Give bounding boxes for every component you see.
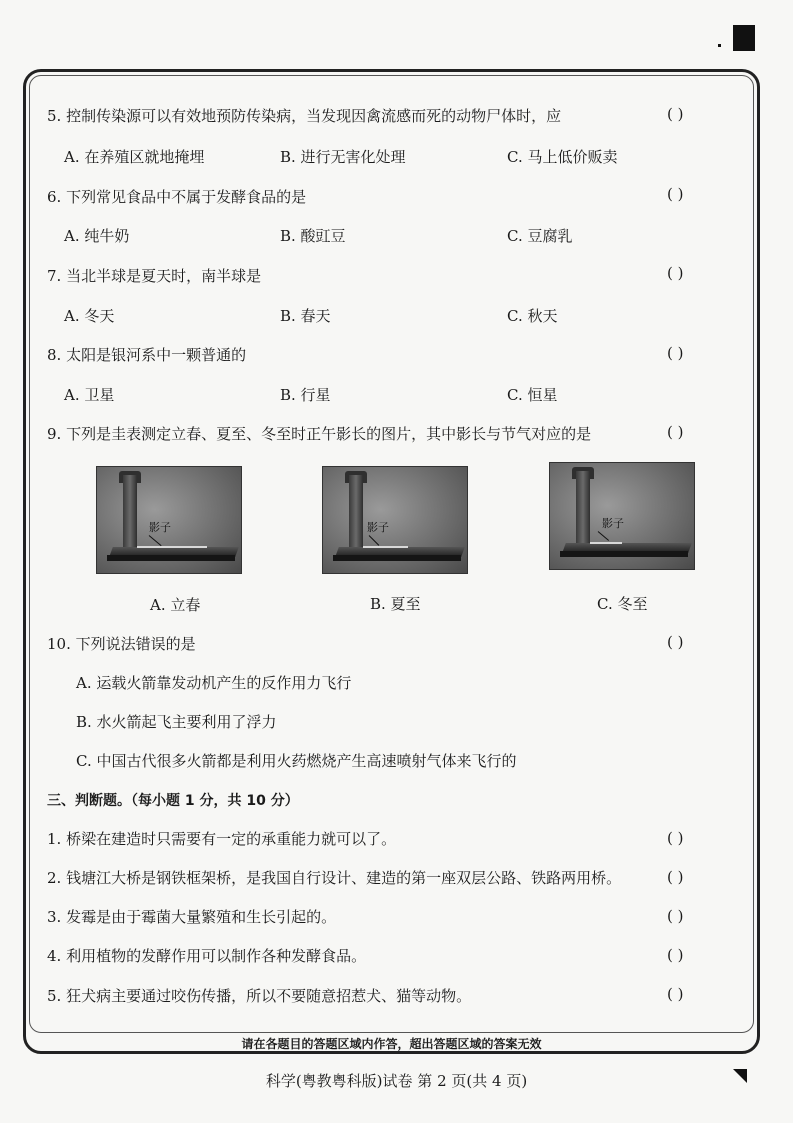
answer-area-notice: 请在各题目的答题区域内作答，超出答题区域的答案无效 — [241, 1037, 542, 1051]
gnomon-photo-c — [549, 462, 695, 570]
judge-item-4-answer-paren[interactable]: ( ) — [667, 946, 684, 964]
shadow-mark-b — [363, 546, 408, 548]
judge-item-3: 3. 发霉是由于霉菌大量繁殖和生长引起的。 — [47, 908, 337, 926]
question-8-option-b: B. 行星 — [280, 386, 331, 404]
question-5-option-b: B. 进行无害化处理 — [280, 148, 406, 166]
shadow-mark-c — [590, 542, 622, 544]
question-10-answer-paren[interactable]: ( ) — [667, 633, 684, 651]
corner-mark-bottom-right — [733, 1069, 747, 1083]
question-10-option-a: A. 运载火箭靠发动机产生的反作用力飞行 — [76, 674, 352, 692]
page-footer: 科学(粤教粤科版)试卷 第 2 页(共 4 页) — [265, 1072, 528, 1090]
section-3-title: 三、判断题。（每小题 1 分，共 10 分） — [47, 793, 299, 809]
question-8-option-c: C. 恒星 — [507, 386, 558, 404]
shadow-label-c: 影子 — [602, 517, 624, 530]
question-9-option-b: B. 夏至 — [370, 595, 421, 613]
judge-item-1-answer-paren[interactable]: ( ) — [667, 829, 684, 847]
question-8-stem: 8. 太阳是银河系中一颗普通的 — [47, 346, 247, 364]
question-9-option-c: C. 冬至 — [597, 595, 648, 613]
gnomon-photo-a — [96, 466, 242, 574]
question-5-option-c: C. 马上低价贩卖 — [507, 148, 618, 166]
question-5-stem: 5. 控制传染源可以有效地预防传染病，当发现因禽流感而死的动物尸体时，应 — [47, 107, 562, 125]
question-7-option-a: A. 冬天 — [64, 307, 115, 325]
question-5-option-a: A. 在养殖区就地掩埋 — [64, 148, 205, 166]
corner-mark-top-right — [733, 25, 755, 51]
question-8-answer-paren[interactable]: ( ) — [667, 344, 684, 362]
judge-item-4: 4. 利用植物的发酵作用可以制作各种发酵食品。 — [47, 947, 367, 965]
corner-dot — [718, 44, 721, 47]
question-6-stem: 6. 下列常见食品中不属于发酵食品的是 — [47, 188, 307, 206]
shadow-label-a: 影子 — [149, 521, 171, 534]
judge-item-5-answer-paren[interactable]: ( ) — [667, 985, 684, 1003]
shadow-label-b: 影子 — [367, 521, 389, 534]
question-6-answer-paren[interactable]: ( ) — [667, 185, 684, 203]
judge-item-3-answer-paren[interactable]: ( ) — [667, 907, 684, 925]
judge-item-2-answer-paren[interactable]: ( ) — [667, 868, 684, 886]
question-10-option-c: C. 中国古代很多火箭都是利用火药燃烧产生高速喷射气体来飞行的 — [76, 752, 517, 770]
question-6-option-a: A. 纯牛奶 — [64, 227, 130, 245]
question-9-stem: 9. 下列是圭表测定立春、夏至、冬至时正午影长的图片，其中影长与节气对应的是 — [47, 425, 592, 443]
question-9-option-a: A. 立春 — [150, 596, 201, 614]
question-6-option-b: B. 酸豇豆 — [280, 227, 346, 245]
judge-item-1: 1. 桥梁在建造时只需要有一定的承重能力就可以了。 — [47, 830, 397, 848]
gnomon-photo-b — [322, 466, 468, 574]
question-10-option-b: B. 水火箭起飞主要利用了浮力 — [76, 713, 277, 731]
shadow-mark-a — [137, 546, 207, 548]
question-6-option-c: C. 豆腐乳 — [507, 227, 573, 245]
judge-item-2: 2. 钱塘江大桥是钢铁框架桥，是我国自行设计、建造的第一座双层公路、铁路两用桥。 — [47, 869, 622, 887]
question-7-option-c: C. 秋天 — [507, 307, 558, 325]
question-5-answer-paren[interactable]: ( ) — [667, 105, 684, 123]
question-8-option-a: A. 卫星 — [64, 386, 115, 404]
question-10-stem: 10. 下列说法错误的是 — [47, 635, 196, 653]
question-7-answer-paren[interactable]: ( ) — [667, 264, 684, 282]
judge-item-5: 5. 狂犬病主要通过咬伤传播，所以不要随意招惹犬、猫等动物。 — [47, 987, 472, 1005]
question-9-answer-paren[interactable]: ( ) — [667, 423, 684, 441]
question-7-stem: 7. 当北半球是夏天时，南半球是 — [47, 267, 262, 285]
question-7-option-b: B. 春天 — [280, 307, 331, 325]
